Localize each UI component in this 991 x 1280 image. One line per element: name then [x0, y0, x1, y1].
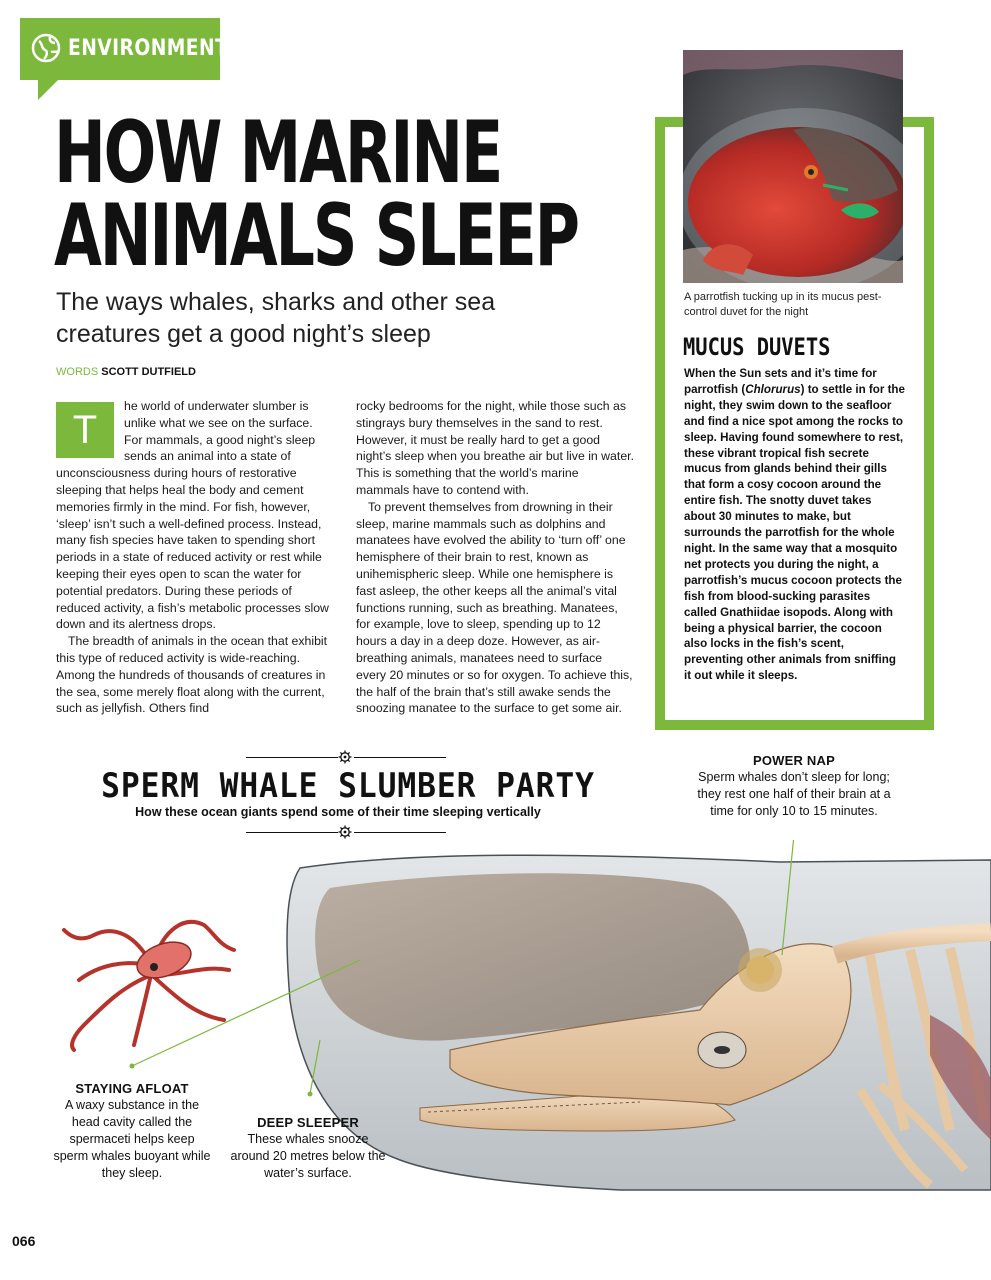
sidebar-body-start: When the Sun sets and it’s time for parrotfish (: [684, 367, 877, 396]
divider: [354, 832, 446, 833]
byline-label: WORDS: [56, 366, 99, 378]
section-tag-label: ENVIRONMENT: [68, 36, 229, 61]
infographic-title: SPERM WHALE SLUMBER PARTY: [101, 766, 595, 806]
callout-heading: POWER NAP: [753, 753, 835, 768]
article-title: [54, 103, 578, 286]
callout-staying-afloat: [52, 1080, 212, 1182]
sidebar-body: [684, 366, 906, 684]
body-paragraph: To prevent themselves from drowning in their sleep, marine mammals such as dolphins and manatees have evolved the ability to ‘turn off’ one hemisphere of their brain to rest, known as unihemispheric sleep. While one hemisphere is fast asleep, the other keeps all the animal’s vital functions running, such as breathing. Manatees, for example, love to sleep, spending up to 12 hours a day in a deep doze. However, as air-breathing animals, manatees need to surface every 20 minutes or so for oxygen. To achieve this, the half of the brain that’s still awake sends the snoozing manatee to the surface to get some air.: [356, 499, 633, 716]
callout-heading: STAYING AFLOAT: [75, 1081, 189, 1096]
body-paragraph: rocky bedrooms for the night, while those such as stingrays bury themselves in the sand to rest. However, it must be really hard to get a good night’s sleep when you breathe air but live in water. This is something that the world’s marine mammals have to contend with.: [356, 399, 634, 497]
callout-text: A waxy substance in the head cavity called the spermaceti helps keep sperm whales buoyant while they sleep.: [53, 1098, 211, 1180]
body-paragraph: he world of underwater slumber is unlike what we see on the surface. For mammals, a good night’s sleep sends an animal into a state of unconsciousness during hours of restorative sleeping that helps heal the body and cement memories firmly in the mind. For fish, however, ‘sleep’ isn’t such a well-defined process. Instead, many fish species have taken to spending short periods in a state of reduced activity or rest while keeping their eyes open to scan the water for potential predators. During these periods of reduced activity, a fish’s metabolic processes slow down and its alertness drops.: [56, 399, 329, 632]
callout-text: These whales snooze around 20 metres below the water’s surface.: [230, 1132, 386, 1180]
photo-caption: A parrotfish tucking up in its mucus pest-control duvet for the night: [684, 291, 882, 318]
sidebar-body-end: ) to settle in for the night, they swim down to the seafloor and find a nice spot among the rocks to sleep. Having found somewhere to rest, these vibrant tropical fish secrete mucus from glands behind their gills that form a cosy cocoon around the entire fish. The snotty duvet takes about 30 minutes to make, but surrounds the parrotfish for the whole night. In the same way that a mosquito net protects you during the night, a parrotfish’s mucus cocoon protects the fish from blood-sucking parasites called Gnathiidae isopods. Along with being a physical barrier, the cocoon also locks in the fish’s scent, preventing other animals from sniffing it out while it sleeps.: [684, 382, 905, 683]
article-subtitle: The ways whales, sharks and other sea creatures get a good night’s sleep: [56, 288, 496, 348]
section-tag: [20, 18, 229, 80]
parrotfish-photo: [683, 50, 903, 283]
byline: [56, 366, 196, 378]
divider: [354, 757, 446, 758]
article-title-line-1: HOW MARINE: [54, 103, 502, 203]
body-column-1: [56, 398, 332, 717]
page-number: 066: [12, 1233, 36, 1249]
callout-deep-sleeper: [230, 1114, 386, 1182]
body-column-2: [356, 398, 634, 717]
callout-text: Sperm whales don’t sleep for long; they rest one half of their brain at a time for only 10 to 15 minutes.: [697, 770, 891, 818]
drop-cap: T: [56, 402, 114, 458]
sidebar-heading: MUCUS DUVETS: [683, 333, 831, 361]
globe-icon: [30, 32, 62, 64]
divider: [246, 757, 338, 758]
giant-squid-illustration: [54, 905, 244, 1055]
article-title-line-2: ANIMALS SLEEP: [54, 186, 578, 286]
callout-heading: DEEP SLEEPER: [257, 1115, 359, 1130]
callout-power-nap: [688, 752, 900, 820]
infographic-subtitle: How these ocean giants spend some of their time sleeping vertically: [135, 805, 541, 819]
gear-icon: [338, 825, 352, 839]
body-paragraph: The breadth of animals in the ocean that exhibit this type of reduced activity is wide-reaching. Among the hundreds of thousands of creatures in the sea, some merely float along with the current, such as jellyfish. Others find: [56, 634, 328, 716]
byline-author: SCOTT DUTFIELD: [101, 366, 196, 378]
gear-icon: [338, 750, 352, 764]
sidebar-body-italic: Chlorurus: [745, 382, 801, 396]
divider: [246, 832, 338, 833]
